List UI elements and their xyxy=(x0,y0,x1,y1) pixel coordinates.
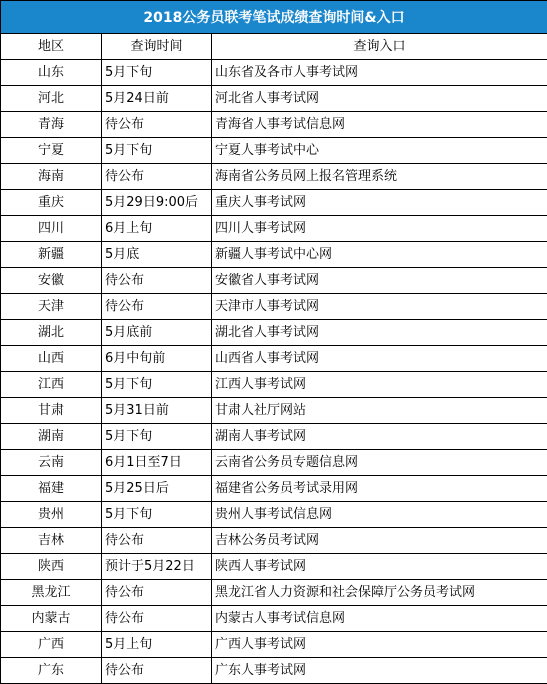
entry-cell: 海南省公务员网上报名管理系统 xyxy=(212,164,547,190)
entry-cell: 山东省及各市人事考试网 xyxy=(212,60,547,86)
region-cell: 安徽 xyxy=(1,268,102,294)
table-row xyxy=(1,112,547,138)
table-row xyxy=(1,528,547,554)
region-cell: 海南 xyxy=(1,164,102,190)
time-cell: 5月29日9:00后 xyxy=(102,190,212,216)
entry-cell: 湖南人事考试网 xyxy=(212,424,547,450)
entry-cell: 吉林公务员考试网 xyxy=(212,528,547,554)
region-cell: 湖北 xyxy=(1,320,102,346)
table-row xyxy=(1,450,547,476)
region-cell: 新疆 xyxy=(1,242,102,268)
table-row xyxy=(1,606,547,632)
table-row xyxy=(1,632,547,658)
time-cell: 待公布 xyxy=(102,294,212,320)
entry-cell: 甘肃人社厅网站 xyxy=(212,398,547,424)
table-row xyxy=(1,502,547,528)
time-cell: 5月25日后 xyxy=(102,476,212,502)
time-cell: 5月下旬 xyxy=(102,138,212,164)
entry-cell: 广西人事考试网 xyxy=(212,632,547,658)
time-cell: 6月1日至7日 xyxy=(102,450,212,476)
time-cell: 待公布 xyxy=(102,164,212,190)
region-cell: 吉林 xyxy=(1,528,102,554)
entry-cell: 宁夏人事考试中心 xyxy=(212,138,547,164)
region-cell: 广东 xyxy=(1,658,102,684)
time-cell: 6月中旬前 xyxy=(102,346,212,372)
region-cell: 广西 xyxy=(1,632,102,658)
entry-cell: 安徽省人事考试网 xyxy=(212,268,547,294)
time-cell: 5月底前 xyxy=(102,320,212,346)
time-cell: 预计于5月22日 xyxy=(102,554,212,580)
time-cell: 待公布 xyxy=(102,112,212,138)
region-cell: 青海 xyxy=(1,112,102,138)
table-row xyxy=(1,242,547,268)
table-row xyxy=(1,190,547,216)
time-cell: 待公布 xyxy=(102,606,212,632)
time-cell: 5月下旬 xyxy=(102,60,212,86)
time-cell: 5月上旬 xyxy=(102,632,212,658)
table-row xyxy=(1,580,547,606)
table-title: 2018公务员联考笔试成绩查询时间&入口 xyxy=(1,1,547,34)
table-row xyxy=(1,294,547,320)
region-cell: 陕西 xyxy=(1,554,102,580)
time-cell: 待公布 xyxy=(102,658,212,684)
table-body xyxy=(1,34,547,684)
region-cell: 山东 xyxy=(1,60,102,86)
region-cell: 山西 xyxy=(1,346,102,372)
header-region: 地区 xyxy=(1,34,102,60)
table-row xyxy=(1,424,547,450)
time-cell: 待公布 xyxy=(102,580,212,606)
table-row xyxy=(1,476,547,502)
entry-cell: 青海省人事考试信息网 xyxy=(212,112,547,138)
region-cell: 甘肃 xyxy=(1,398,102,424)
region-cell: 湖南 xyxy=(1,424,102,450)
region-cell: 重庆 xyxy=(1,190,102,216)
table-row xyxy=(1,398,547,424)
region-cell: 贵州 xyxy=(1,502,102,528)
table-row xyxy=(1,216,547,242)
table-row xyxy=(1,346,547,372)
time-cell: 5月31日前 xyxy=(102,398,212,424)
entry-cell: 河北省人事考试网 xyxy=(212,86,547,112)
time-cell: 6月上旬 xyxy=(102,216,212,242)
entry-cell: 广东人事考试网 xyxy=(212,658,547,684)
entry-cell: 新疆人事考试中心网 xyxy=(212,242,547,268)
time-cell: 5月24日前 xyxy=(102,86,212,112)
region-cell: 云南 xyxy=(1,450,102,476)
title-row xyxy=(1,1,547,34)
header-row xyxy=(1,34,547,60)
entry-cell: 江西人事考试网 xyxy=(212,372,547,398)
table-row xyxy=(1,554,547,580)
entry-cell: 内蒙古人事考试信息网 xyxy=(212,606,547,632)
table-row xyxy=(1,268,547,294)
time-cell: 5月下旬 xyxy=(102,502,212,528)
time-cell: 5月下旬 xyxy=(102,424,212,450)
table-row xyxy=(1,320,547,346)
entry-cell: 天津市人事考试网 xyxy=(212,294,547,320)
entry-cell: 贵州人事考试信息网 xyxy=(212,502,547,528)
header-time: 查询时间 xyxy=(102,34,212,60)
region-cell: 宁夏 xyxy=(1,138,102,164)
entry-cell: 福建省公务员考试录用网 xyxy=(212,476,547,502)
entry-cell: 重庆人事考试网 xyxy=(212,190,547,216)
entry-cell: 山西省人事考试网 xyxy=(212,346,547,372)
table-row xyxy=(1,164,547,190)
region-cell: 四川 xyxy=(1,216,102,242)
table-row xyxy=(1,372,547,398)
region-cell: 内蒙古 xyxy=(1,606,102,632)
entry-cell: 湖北省人事考试网 xyxy=(212,320,547,346)
table-row xyxy=(1,138,547,164)
entry-cell: 云南省公务员专题信息网 xyxy=(212,450,547,476)
region-cell: 黑龙江 xyxy=(1,580,102,606)
time-cell: 待公布 xyxy=(102,268,212,294)
entry-cell: 四川人事考试网 xyxy=(212,216,547,242)
region-cell: 福建 xyxy=(1,476,102,502)
region-cell: 河北 xyxy=(1,86,102,112)
region-cell: 天津 xyxy=(1,294,102,320)
table-row xyxy=(1,86,547,112)
entry-cell: 陕西人事考试网 xyxy=(212,554,547,580)
table-row xyxy=(1,60,547,86)
entry-cell: 黑龙江省人力资源和社会保障厅公务员考试网 xyxy=(212,580,547,606)
region-cell: 江西 xyxy=(1,372,102,398)
time-cell: 5月底 xyxy=(102,242,212,268)
header-entry: 查询入口 xyxy=(212,34,547,60)
table-row xyxy=(1,658,547,684)
time-cell: 待公布 xyxy=(102,528,212,554)
time-cell: 5月下旬 xyxy=(102,372,212,398)
